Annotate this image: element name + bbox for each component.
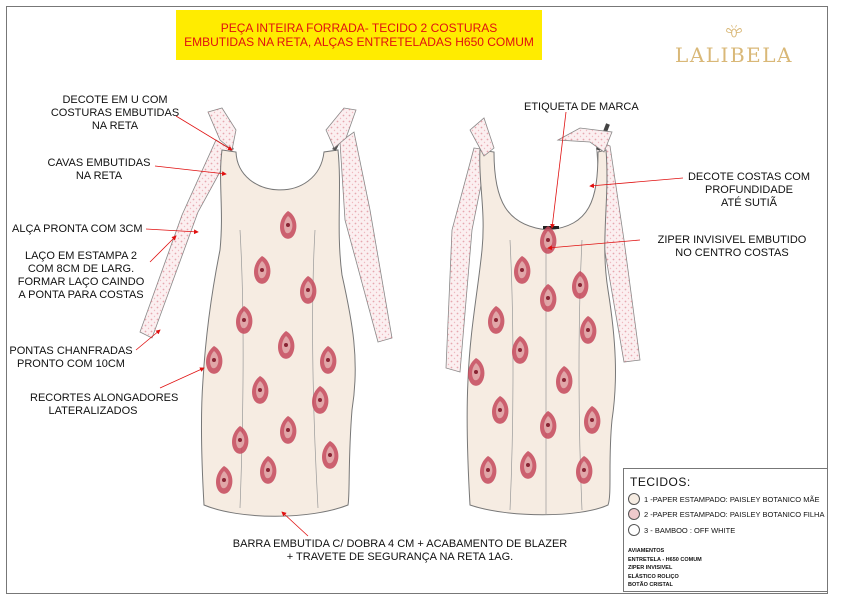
label-alca-line: ALÇA PRONTA COM 3CM bbox=[12, 223, 143, 235]
label-cavas-line-1: CAVAS EMBUTIDAS bbox=[47, 157, 151, 169]
label-decote-costas-line-1: DECOTE COSTAS COM bbox=[687, 171, 811, 183]
label-decote-u bbox=[50, 94, 180, 133]
legend-title: TECIDOS: bbox=[630, 475, 691, 489]
legend-item bbox=[628, 493, 819, 505]
front-dress bbox=[140, 108, 392, 516]
label-recortes-line-1: RECORTES ALONGADORES bbox=[30, 392, 179, 404]
label-decote-line-2: COSTURAS EMBUTIDAS bbox=[50, 107, 180, 119]
label-pontas-line-2: PRONTO COM 10CM bbox=[17, 358, 125, 370]
label-laco bbox=[10, 250, 152, 302]
label-alca bbox=[12, 223, 143, 236]
label-laco-line-4: A PONTA PARA COSTAS bbox=[18, 289, 144, 301]
label-laco-line-1: LAÇO EM ESTAMPA 2 bbox=[24, 250, 138, 262]
legend-item-label: 2 -PAPER ESTAMPADO: PAISLEY BOTANICO FILHA bbox=[644, 509, 825, 519]
legend-item-label: 3 - BAMBOO : OFF WHITE bbox=[644, 525, 736, 535]
brand-name: LALIBELA bbox=[675, 43, 793, 67]
title-line-1: PEÇA INTEIRA FORRADA- TECIDO 2 COSTURAS bbox=[220, 21, 498, 35]
label-etiqueta-line: ETIQUETA DE MARCA bbox=[524, 101, 639, 113]
fabric-legend bbox=[623, 468, 828, 592]
label-ziper-line-2: NO CENTRO COSTAS bbox=[675, 247, 789, 259]
aviamento-item: BOTÃO CRISTAL bbox=[628, 582, 673, 588]
label-decote-line-1: DECOTE EM U COM bbox=[62, 94, 168, 106]
legend-item bbox=[628, 508, 824, 520]
label-barra bbox=[226, 538, 574, 564]
legend-item bbox=[628, 524, 735, 536]
aviamentos-list bbox=[628, 547, 702, 590]
label-cavas-line-2: NA RETA bbox=[75, 170, 123, 182]
label-laco-line-2: COM 8CM DE LARG. bbox=[27, 263, 135, 275]
label-decote-costas bbox=[684, 171, 814, 210]
fabric-swatch-1 bbox=[628, 493, 640, 505]
aviamento-item: ENTRETELA - H650 COMUM bbox=[628, 556, 702, 563]
label-ziper bbox=[650, 234, 814, 260]
label-barra-line-2: + TRAVETE DE SEGURANÇA NA RETA 1AG. bbox=[286, 551, 514, 563]
label-barra-line-1: BARRA EMBUTIDA C/ DOBRA 4 CM + ACABAMENTO DE BLAZER bbox=[232, 538, 568, 550]
label-pontas-line-1: PONTAS CHANFRADAS bbox=[9, 345, 133, 357]
aviamento-item: ZIPER INVISIVEL bbox=[628, 565, 673, 571]
back-dress bbox=[446, 118, 640, 515]
label-recortes-line-2: LATERALIZADOS bbox=[48, 405, 138, 417]
label-ziper-line-1: ZIPER INVISIVEL EMBUTIDO bbox=[657, 234, 807, 246]
label-etiqueta bbox=[524, 101, 639, 114]
aviamento-item: ELÁSTICO ROLIÇO bbox=[628, 573, 679, 580]
label-recortes bbox=[30, 392, 179, 418]
fabric-swatch-3 bbox=[628, 524, 640, 536]
label-decote-line-3: NA RETA bbox=[91, 120, 139, 132]
legend-item-label: 1 -PAPER ESTAMPADO: PAISLEY BOTANICO MÃE bbox=[644, 494, 820, 504]
label-decote-costas-line-2: PROFUNDIDADE bbox=[704, 184, 793, 196]
label-decote-costas-line-3: ATÉ SUTIÃ bbox=[720, 197, 778, 209]
fabric-swatch-2 bbox=[628, 508, 640, 520]
label-laco-line-3: FORMAR LAÇO CAINDO bbox=[17, 276, 145, 288]
label-cavas bbox=[40, 157, 158, 183]
aviamentos-title: AVIAMENTOS bbox=[628, 548, 665, 554]
label-pontas bbox=[8, 345, 134, 371]
title-line-2: EMBUTIDAS NA RETA, ALÇAS ENTRETELADAS H650 COMUM bbox=[184, 35, 534, 49]
